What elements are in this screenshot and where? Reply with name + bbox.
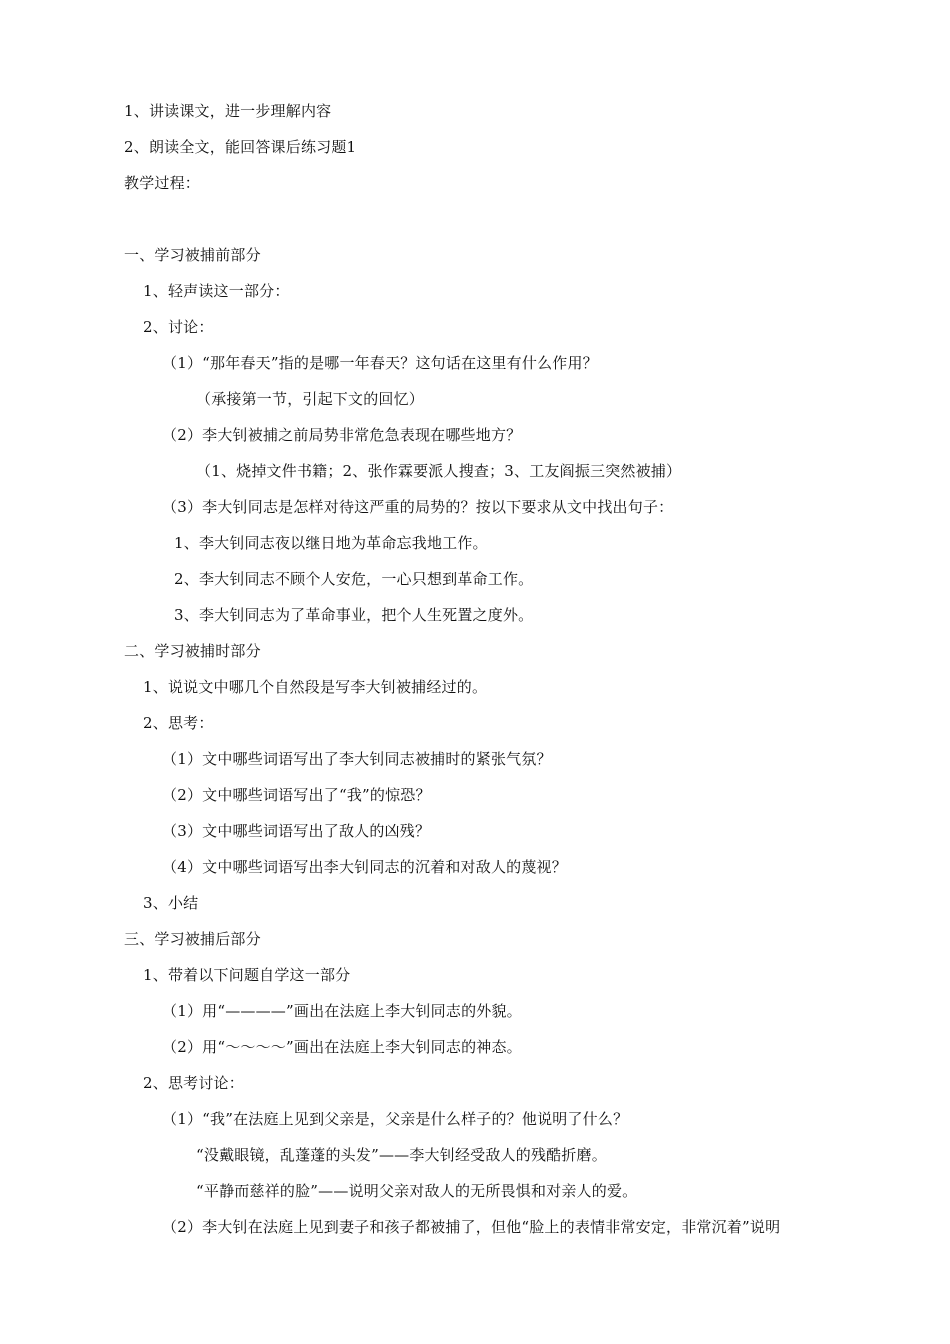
sentence-task-3: 3、李大钊同志为了革命事业，把个人生死置之度外。 <box>174 606 534 624</box>
discussion-answer-1: （承接第一节，引起下文的回忆） <box>196 390 425 408</box>
discussion-question-1: （1）“那年春天”指的是哪一年春天？这句话在这里有什么作用？ <box>162 354 598 372</box>
thinking-question-4: （4）文中哪些词语写出李大钊同志的沉着和对敌人的蔑视？ <box>162 858 567 876</box>
section-2-item-2: 2、思考： <box>143 714 214 732</box>
discussion-answer-4b: “平静而慈祥的脸”——说明父亲对敌人的无所畏惧和对亲人的爱。 <box>196 1182 638 1200</box>
discussion-question-3: （3）李大钊同志是怎样对待这严重的局势的？按以下要求从文中找出句子： <box>162 498 674 516</box>
sentence-task-2: 2、李大钊同志不顾个人安危，一心只想到革命工作。 <box>174 570 534 588</box>
section-3-item-2: 2、思考讨论： <box>143 1074 244 1092</box>
thinking-question-2: （2）文中哪些词语写出了“我”的惊恐？ <box>162 786 431 804</box>
discussion-answer-4a: “没戴眼镜，乱蓬蓬的头发”——李大钊经受敌人的残酷折磨。 <box>196 1146 607 1164</box>
objective-2: 2、朗读全文，能回答课后练习题1 <box>124 138 357 156</box>
section-1-item-1: 1、轻声读这一部分： <box>143 282 290 300</box>
section-2-heading: 二、学习被捕时部分 <box>124 642 261 660</box>
discussion-question-2: （2）李大钊被捕之前局势非常危急表现在哪些地方？ <box>162 426 522 444</box>
section-2-summary: 3、小结 <box>143 894 199 912</box>
discussion-question-4: （1）“我”在法庭上见到父亲是，父亲是什么样子的？他说明了什么？ <box>162 1110 629 1128</box>
self-study-task-1: （1）用“————”画出在法庭上李大钊同志的外貌。 <box>162 1002 522 1020</box>
section-3-heading: 三、学习被捕后部分 <box>124 930 261 948</box>
objective-1: 1、讲读课文，进一步理解内容 <box>124 102 332 120</box>
section-2-item-1: 1、说说文中哪几个自然段是写李大钊被捕经过的。 <box>143 678 488 696</box>
sentence-task-1: 1、李大钊同志夜以继日地为革命忘我地工作。 <box>174 534 488 552</box>
discussion-answer-2: （1、烧掉文件书籍；2、张作霖要派人搜查；3、工友阎振三突然被捕） <box>196 462 682 480</box>
thinking-question-1: （1）文中哪些词语写出了李大钊同志被捕时的紧张气氛？ <box>162 750 552 768</box>
self-study-task-2: （2）用“～～～～”画出在法庭上李大钊同志的神态。 <box>162 1038 522 1056</box>
section-3-item-1: 1、带着以下问题自学这一部分 <box>143 966 351 984</box>
discussion-question-5: （2）李大钊在法庭上见到妻子和孩子都被捕了，但他“脸上的表情非常安定，非常沉着”说明 <box>162 1218 781 1236</box>
section-1-item-2: 2、讨论： <box>143 318 214 336</box>
section-1-heading: 一、学习被捕前部分 <box>124 246 261 264</box>
teaching-process-heading: 教学过程： <box>124 174 201 192</box>
thinking-question-3: （3）文中哪些词语写出了敌人的凶残？ <box>162 822 431 840</box>
